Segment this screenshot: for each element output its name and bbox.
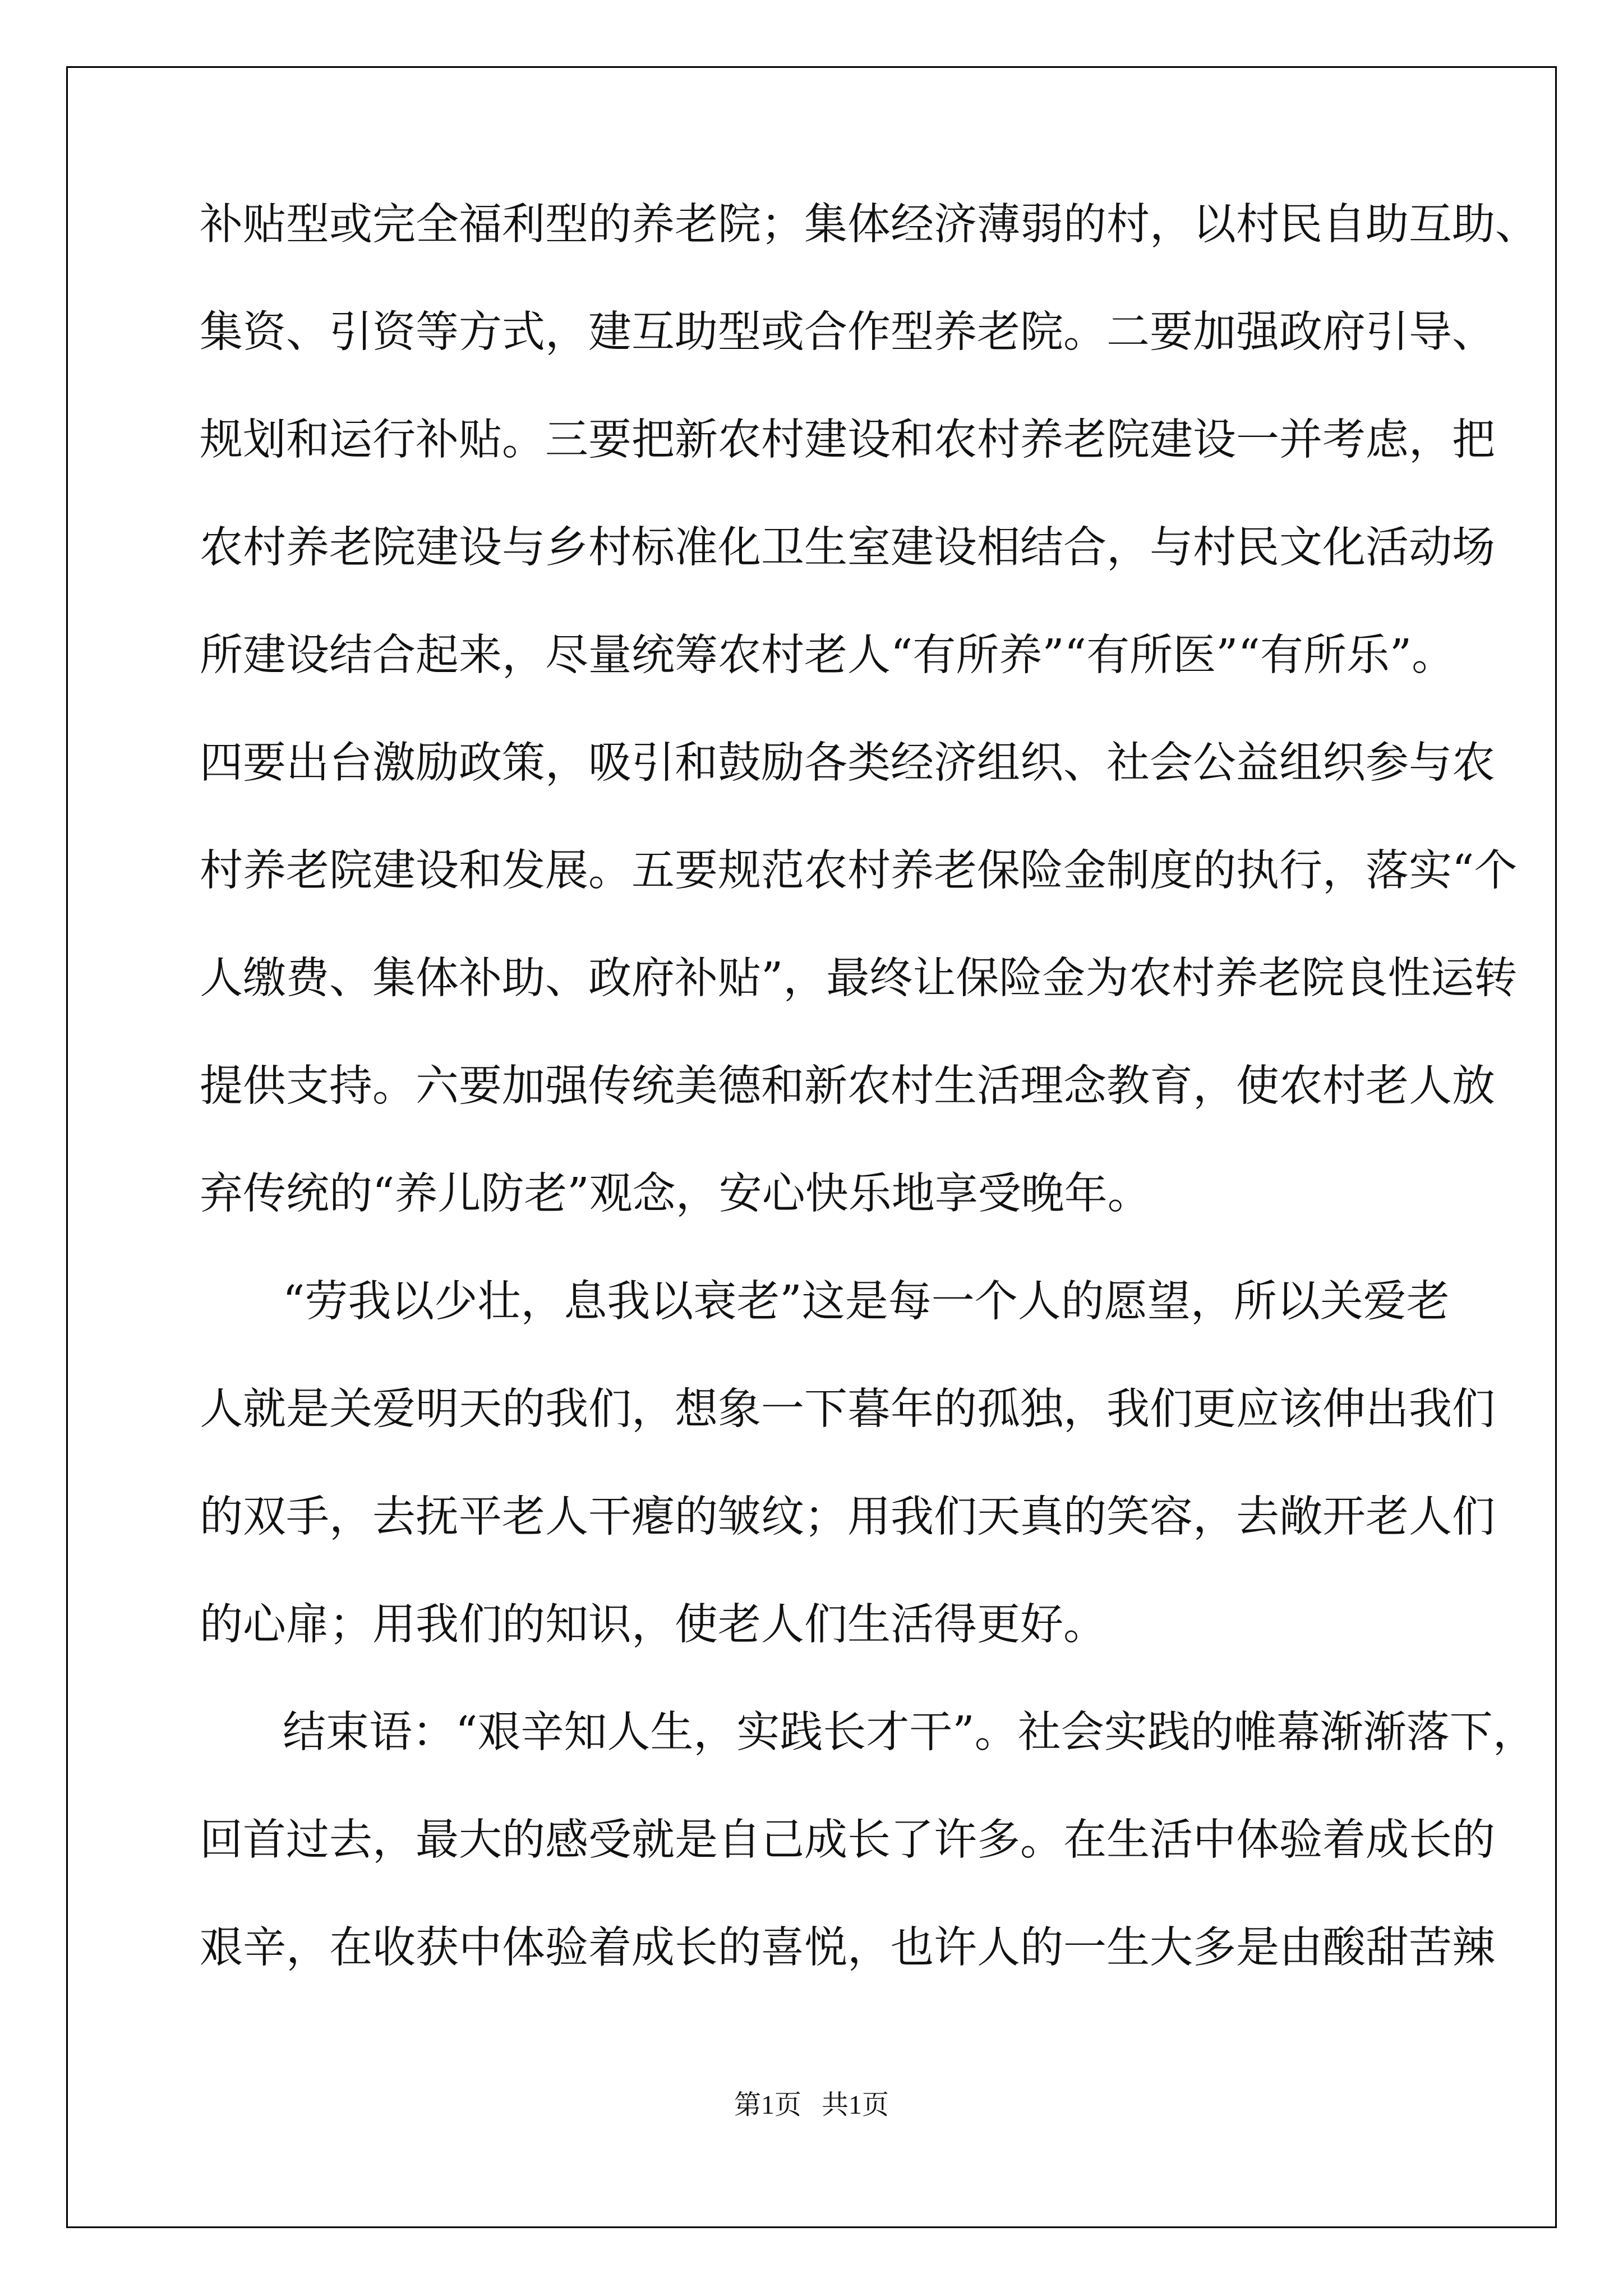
text-line: 提供支持。六要加强传统美德和新农村生活理念教育，使农村老人放 [200, 1061, 1495, 1111]
text-line: 四要出台激励政策，吸引和鼓励各类经济组织、社会公益组织参与农 [200, 738, 1495, 788]
page-number: 第1页 共1页 [734, 2090, 889, 2120]
text-line: 农村养老院建设与乡村标准化卫生室建设相结合，与村民文化活动场 [200, 523, 1495, 573]
text-line: 的双手，去抚平老人干瘪的皱纹；用我们天真的笑容，去敞开老人们 [200, 1492, 1495, 1542]
text-line: 村养老院建设和发展。五要规范农村养老保险金制度的执行，落实“个 [200, 846, 1518, 896]
text-line: 所建设结合起来，尽量统筹农村老人“有所养”“有所医”“有所乐”。 [200, 631, 1455, 680]
text-line: 补贴型或完全福利型的养老院；集体经济薄弱的村，以村民自助互助、 [200, 200, 1538, 250]
text-line: 的心扉；用我们的知识，使老人们生活得更好。 [200, 1600, 1106, 1650]
text-line: 弃传统的“养儿防老”观念，安心快乐地享受晚年。 [200, 1169, 1151, 1219]
text-line: 回首过去，最大的感受就是自己成长了许多。在生活中体验着成长的 [200, 1815, 1495, 1865]
page-border [66, 66, 1557, 2228]
text-line: 集资、引资等方式，建互助型或合作型养老院。二要加强政府引导、 [200, 307, 1495, 357]
text-line: “劳我以少壮，息我以衰老”这是每一个人的愿望，所以关爱老 [283, 1277, 1450, 1327]
text-line: 规划和运行补贴。三要把新农村建设和农村养老院建设一并考虑，把 [200, 415, 1495, 465]
text-line: 艰辛，在收获中体验着成长的喜悦，也许人的一生大多是由酸甜苦辣 [200, 1923, 1495, 1973]
text-line: 人缴费、集体补助、政府补贴”，最终让保险金为农村养老院良性运转 [200, 954, 1518, 1004]
text-line: 结束语：“艰辛知人生，实践长才干”。社会实践的帷幕渐渐落下， [283, 1708, 1536, 1757]
text-line: 人就是关爱明天的我们，想象一下暮年的孤独，我们更应该伸出我们 [200, 1384, 1495, 1434]
